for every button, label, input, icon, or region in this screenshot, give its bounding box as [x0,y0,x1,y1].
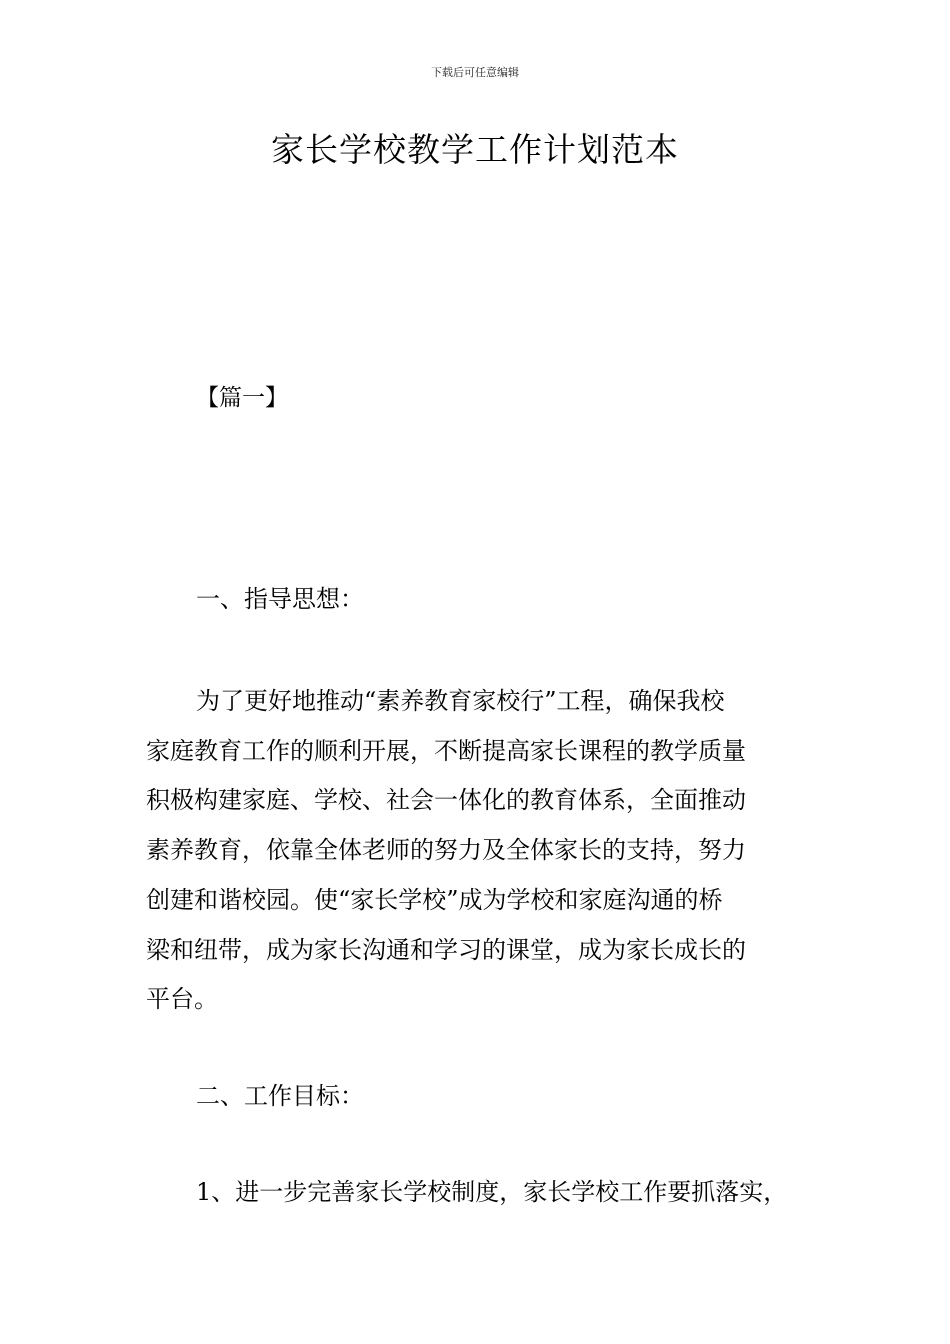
guiding-ideology-paragraph [146,677,810,1025]
list-item: 1、进一步完善家长学校制度，家长学校工作要抓落实， [196,1178,788,1206]
paragraph-line: 积极构建家庭、学校、社会一体化的教育体系，全面推动 [146,786,746,815]
paragraph-line: 家庭教育工作的顺利开展，不断提高家长课程的教学质量 [146,736,746,765]
section-tag: 【篇一】 [196,385,288,411]
document-title: 家长学校教学工作计划范本 [271,130,679,169]
header-note: 下载后可任意编辑 [431,66,519,79]
paragraph-line: 创建和谐校园。使“家长学校”成为学校和家庭沟通的桥 [146,885,723,914]
paragraph-line: 梁和纽带，成为家长沟通和学习的课堂，成为家长成长的 [146,935,746,964]
section-heading-guiding-ideology: 一、指导思想： [196,585,364,613]
paragraph-line: 素养教育，依靠全体老师的努力及全体家长的支持，努力 [146,836,746,865]
section-heading-work-goals: 二、工作目标： [196,1082,364,1110]
paragraph-line: 平台。 [146,985,218,1014]
paragraph-line: 为了更好地推动“素养教育家校行”工程，确保我校 [196,687,725,715]
